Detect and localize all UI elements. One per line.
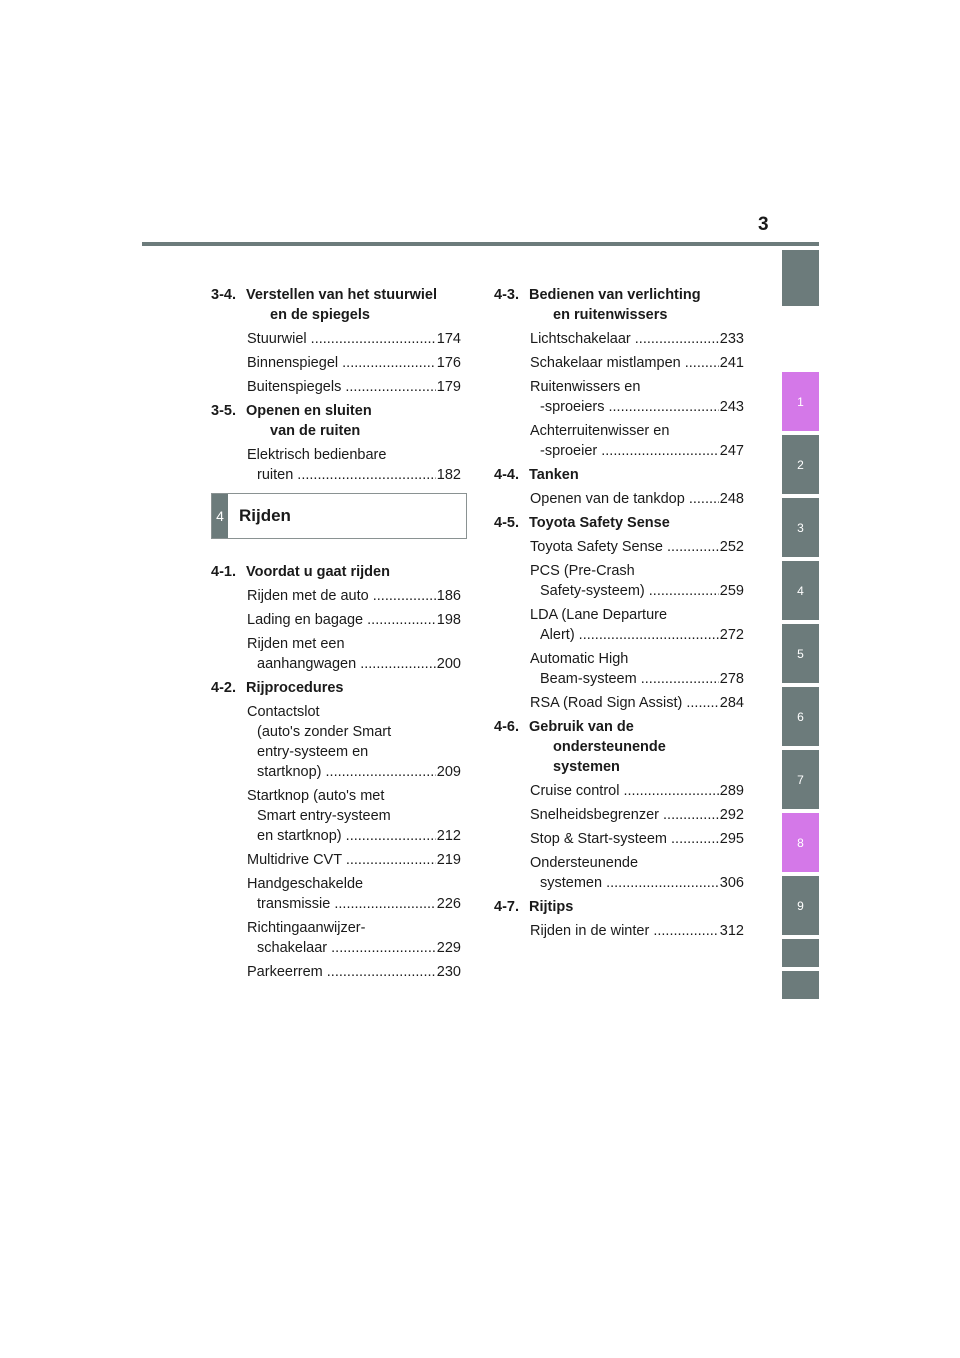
section-title	[246, 678, 461, 698]
toc-entry-page: 272	[719, 627, 744, 643]
toc-entry-line: Rijden in de winter .....	[530, 921, 719, 941]
toc-right-column	[494, 285, 744, 945]
toc-entry-title	[530, 781, 719, 801]
toc-entry[interactable]	[247, 377, 461, 397]
section-number: 4-6.	[494, 719, 519, 735]
section-number: 4-2.	[211, 680, 236, 696]
toc-entry-page: 176	[436, 355, 461, 371]
toc-entry-title	[530, 649, 719, 689]
toc-entry-line: schakelaar .....	[247, 938, 436, 958]
toc-entry-page: 312	[719, 923, 744, 939]
toc-entry-line: en startknop) .....	[247, 826, 436, 846]
section-title	[529, 717, 744, 777]
toc-entry-line: Contactslot	[247, 704, 320, 720]
toc-entry-page: 284	[719, 695, 744, 711]
toc-entry-line: -sproeier .....	[530, 441, 719, 461]
toc-entry-title	[247, 918, 436, 958]
section-number: 3-4.	[211, 287, 236, 303]
section-title	[246, 285, 461, 325]
toc-entry-line: Rijden met een	[247, 636, 345, 652]
toc-entry-title	[247, 702, 436, 782]
section-number: 4-3.	[494, 287, 519, 303]
toc-entry-title	[247, 850, 436, 870]
toc-entry-title	[530, 537, 719, 557]
toc-entry-page: 230	[436, 964, 461, 980]
toc-entry-title	[247, 610, 436, 630]
toc-section	[211, 285, 461, 397]
toc-entry-line: (auto's zonder Smart	[257, 724, 392, 740]
toc-entry-line: Ondersteunende	[530, 855, 639, 871]
toc-entry-title	[530, 353, 719, 373]
toc-entry-line: Automatic High	[530, 651, 629, 667]
section-heading	[494, 465, 744, 485]
toc-entry-page: 209	[436, 764, 461, 780]
toc-section	[211, 401, 461, 485]
toc-entry[interactable]	[530, 693, 744, 713]
toc-section	[494, 465, 744, 509]
toc-section	[494, 285, 744, 461]
toc-entry[interactable]	[530, 853, 744, 893]
toc-entry-page: 241	[719, 355, 744, 371]
toc-entry[interactable]	[530, 537, 744, 557]
section-heading	[494, 285, 744, 325]
toc-section	[494, 897, 744, 941]
section-title	[529, 513, 744, 533]
section-heading	[494, 717, 744, 777]
section-heading	[211, 678, 461, 698]
toc-entry[interactable]	[247, 329, 461, 349]
toc-entry-line: Smart entry-systeem	[257, 808, 391, 824]
section-number: 4-1.	[211, 564, 236, 580]
toc-entry[interactable]	[247, 610, 461, 630]
toc-entry-page: 292	[719, 807, 744, 823]
toc-entry[interactable]	[530, 421, 744, 461]
chapter-tab-7[interactable]: 7	[782, 750, 819, 809]
section-title-line: ondersteunende	[553, 739, 666, 755]
chapter-number-tab: 4	[212, 494, 228, 538]
chapter-tab-blank[interactable]	[782, 939, 819, 967]
toc-entry-page: 200	[436, 656, 461, 672]
section-heading	[211, 401, 461, 441]
section-number: 4-4.	[494, 467, 519, 483]
toc-entry-page: 247	[719, 443, 744, 459]
toc-entry-line: Safety-systeem) .....	[530, 581, 719, 601]
toc-entry[interactable]	[247, 918, 461, 958]
section-heading	[494, 513, 744, 533]
toc-entry-line: Achterruitenwisser en	[530, 423, 670, 439]
chapter-tab-8[interactable]: 8	[782, 813, 819, 872]
toc-entry-title	[247, 786, 436, 846]
toc-entry[interactable]	[530, 829, 744, 849]
section-title-line: Rijtips	[529, 899, 574, 915]
toc-entry-title	[530, 693, 719, 713]
toc-entry-line: Toyota Safety Sense .....	[530, 537, 719, 557]
toc-section	[494, 717, 744, 893]
section-title	[529, 465, 744, 485]
chapter-tab-2[interactable]: 2	[782, 435, 819, 494]
toc-entry[interactable]	[530, 649, 744, 689]
chapter-tab-9[interactable]: 9	[782, 876, 819, 935]
toc-entry-line: Lichtschakelaar .....	[530, 329, 719, 349]
toc-entry-title	[530, 853, 719, 893]
toc-entry-page: 198	[436, 612, 461, 628]
toc-entry[interactable]	[247, 850, 461, 870]
chapter-tab-blank[interactable]	[782, 250, 819, 306]
toc-entry-line: Schakelaar mistlampen .....	[530, 353, 719, 373]
toc-entry-title	[247, 634, 436, 674]
toc-entry-page: 186	[436, 588, 461, 604]
toc-entry-line: Openen van de tankdop .....	[530, 489, 719, 509]
toc-entry[interactable]	[247, 874, 461, 914]
toc-entry[interactable]	[247, 634, 461, 674]
toc-entry-title	[530, 829, 719, 849]
toc-entry-line: Elektrisch bedienbare	[247, 447, 387, 463]
toc-entry-page: 259	[719, 583, 744, 599]
chapter-tab-blank[interactable]	[782, 971, 819, 999]
toc-section	[211, 678, 461, 982]
toc-entry-line: -sproeiers .....	[530, 397, 719, 417]
section-heading	[211, 285, 461, 325]
toc-entry-line: transmissie .....	[247, 894, 436, 914]
header-rule	[142, 242, 819, 246]
section-title-line: systemen	[553, 759, 620, 775]
toc-entry-title	[530, 421, 719, 461]
toc-entry-line: Alert) .....	[530, 625, 719, 645]
toc-entry[interactable]	[530, 377, 744, 417]
toc-entry-line: LDA (Lane Departure	[530, 607, 668, 623]
toc-entry-line: aanhangwagen .....	[247, 654, 436, 674]
toc-entry-line: Buitenspiegels .....	[247, 377, 436, 397]
toc-entry-title	[530, 329, 719, 349]
section-title-line: Toyota Safety Sense	[529, 515, 670, 531]
toc-entry-line: Rijden met de auto .....	[247, 586, 436, 606]
toc-entry-title	[530, 921, 719, 941]
toc-entry-title	[247, 586, 436, 606]
toc-entry-line: Stuurwiel .....	[247, 329, 436, 349]
toc-entry-line: systemen .....	[530, 873, 719, 893]
toc-entry-title	[530, 489, 719, 509]
section-title-line: Voordat u gaat rijden	[246, 564, 390, 580]
toc-entry-line: Richtingaanwijzer-	[247, 920, 366, 936]
toc-entry-page: 252	[719, 539, 744, 555]
toc-left-column	[211, 285, 461, 986]
toc-entry-page: 229	[436, 940, 461, 956]
toc-entry-page: 243	[719, 399, 744, 415]
toc-entry[interactable]	[530, 921, 744, 941]
section-heading	[494, 897, 744, 917]
toc-entry-page: 226	[436, 896, 461, 912]
chapter-title: Rijden	[239, 506, 291, 525]
toc-entry-line: Beam-systeem .....	[530, 669, 719, 689]
toc-entry-page: 248	[719, 491, 744, 507]
toc-entry-title	[247, 962, 436, 982]
section-title-line: Rijprocedures	[246, 680, 344, 696]
chapter-tab-3[interactable]: 3	[782, 498, 819, 557]
toc-entry-line: Stop & Start-systeem .....	[530, 829, 719, 849]
toc-entry-title	[530, 377, 719, 417]
toc-entry-title	[247, 353, 436, 373]
toc-entry-page: 212	[436, 828, 461, 844]
section-title-line: Verstellen van het stuurwiel	[246, 287, 437, 303]
toc-entry[interactable]	[530, 805, 744, 825]
toc-entry-line: Parkeerrem .....	[247, 962, 436, 982]
toc-entry-page: 219	[436, 852, 461, 868]
toc-entry[interactable]	[247, 353, 461, 373]
toc-entry-line: Handgeschakelde	[247, 876, 364, 892]
toc-entry-page: 174	[436, 331, 461, 347]
toc-entry-line: startknop) .....	[247, 762, 436, 782]
toc-entry[interactable]	[530, 605, 744, 645]
chapter-tab-6[interactable]: 6	[782, 687, 819, 746]
toc-entry[interactable]	[247, 586, 461, 606]
section-title-line: Tanken	[529, 467, 579, 483]
toc-entry[interactable]	[247, 786, 461, 846]
toc-entry-line: Startknop (auto's met	[247, 788, 385, 804]
toc-entry-title	[247, 329, 436, 349]
toc-entry-line: Binnenspiegel .....	[247, 353, 436, 373]
section-number: 3-5.	[211, 403, 236, 419]
toc-entry-line: RSA (Road Sign Assist) .....	[530, 693, 719, 713]
section-title-line: Gebruik van de	[529, 719, 634, 735]
chapter-tab-1[interactable]: 1	[782, 372, 819, 431]
section-title	[246, 562, 461, 582]
toc-section	[211, 562, 461, 674]
toc-entry-title	[530, 805, 719, 825]
toc-entry-line: Ruitenwissers en	[530, 379, 641, 395]
section-number: 4-7.	[494, 899, 519, 915]
toc-entry-page: 182	[436, 467, 461, 483]
toc-entry-title	[247, 874, 436, 914]
toc-entry-title	[247, 445, 436, 485]
section-title	[529, 897, 744, 917]
section-title-line: en ruitenwissers	[553, 307, 668, 323]
toc-entry-line: Snelheidsbegrenzer .....	[530, 805, 719, 825]
toc-entry-line: Cruise control .....	[530, 781, 719, 801]
section-title-line: Bedienen van verlichting	[529, 287, 701, 303]
toc-entry-page: 306	[719, 875, 744, 891]
page-number: 3	[758, 214, 769, 235]
section-title-line: Openen en sluiten	[246, 403, 372, 419]
toc-entry-line: entry-systeem en	[257, 744, 369, 760]
toc-entry[interactable]	[247, 445, 461, 485]
toc-entry-title	[247, 377, 436, 397]
toc-section	[494, 513, 744, 713]
section-number: 4-5.	[494, 515, 519, 531]
section-title-line: van de ruiten	[270, 423, 361, 439]
toc-entry-page: 278	[719, 671, 744, 687]
toc-entry-line: Lading en bagage .....	[247, 610, 436, 630]
toc-entry[interactable]	[530, 781, 744, 801]
chapter-heading-box	[211, 493, 467, 539]
toc-entry[interactable]	[530, 561, 744, 601]
chapter-tab-5[interactable]: 5	[782, 624, 819, 683]
toc-entry-page: 179	[436, 379, 461, 395]
chapter-tab-4[interactable]: 4	[782, 561, 819, 620]
section-title	[529, 285, 744, 325]
toc-entry[interactable]	[530, 353, 744, 373]
toc-entry-line: ruiten .....	[247, 465, 436, 485]
section-title-line: en de spiegels	[270, 307, 370, 323]
toc-entry-page: 233	[719, 331, 744, 347]
section-title	[246, 401, 461, 441]
toc-entry-line: Multidrive CVT .....	[247, 850, 436, 870]
toc-entry-page: 295	[719, 831, 744, 847]
toc-entry[interactable]	[530, 329, 744, 349]
toc-entry-line: PCS (Pre-Crash	[530, 563, 635, 579]
toc-entry-title	[530, 605, 719, 645]
toc-entry[interactable]	[530, 489, 744, 509]
toc-entry-title	[530, 561, 719, 601]
toc-entry[interactable]	[247, 962, 461, 982]
section-heading	[211, 562, 461, 582]
toc-entry[interactable]	[247, 702, 461, 782]
toc-entry-page: 289	[719, 783, 744, 799]
